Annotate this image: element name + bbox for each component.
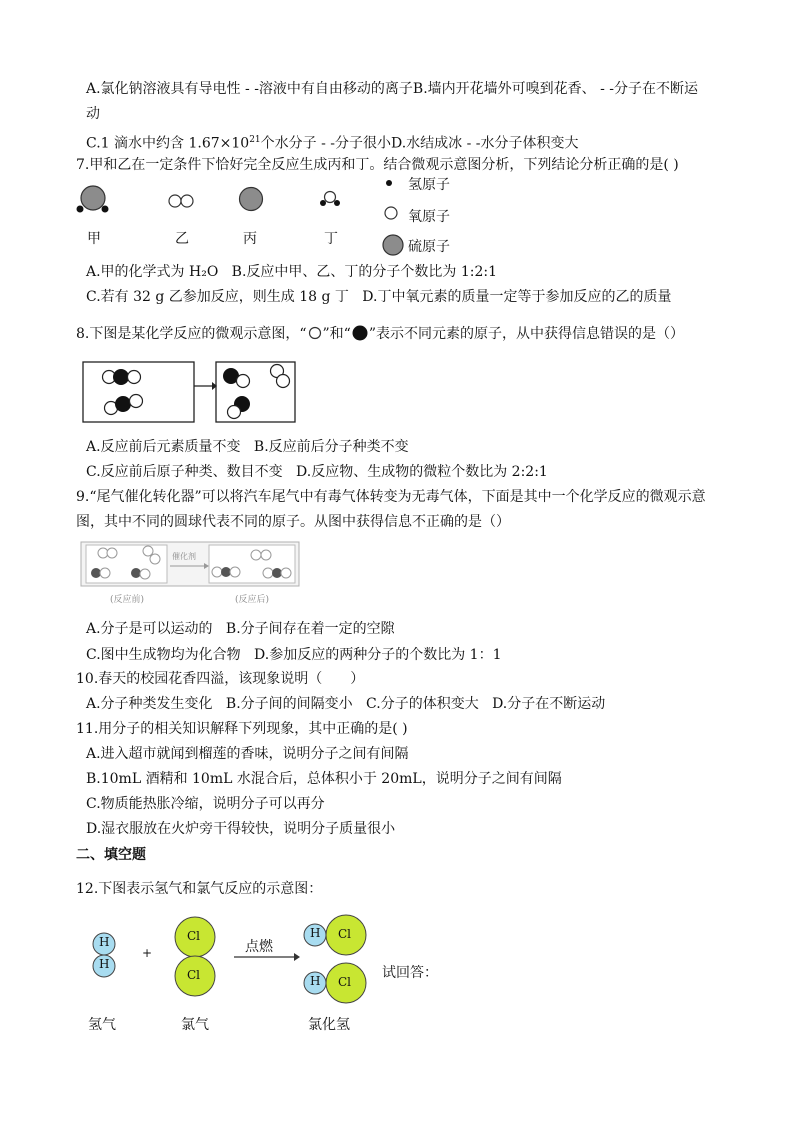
q11-stem: 11.用分子的相关知识解释下列现象，其中正确的是( ): [76, 721, 408, 737]
q9-option-a: A.分子是可以运动的: [86, 621, 213, 637]
q10-stem: 10.春天的校园花香四溢，该现象说明（ ）: [76, 671, 365, 687]
q6-line-3-a: C.1 滴水中约含 1.67×10: [86, 135, 250, 152]
label-chlorine-gas: 氯气: [181, 1017, 209, 1033]
q10-option-a: A.分子种类发生变化: [86, 696, 213, 712]
legend-sulfur-label: 硫原子: [408, 239, 450, 255]
h-label: H: [99, 957, 110, 971]
cl-label: Cl: [338, 927, 352, 941]
q12-stem: 12.下图表示氢气和氯气反应的示意图：: [76, 881, 323, 897]
q7-option-c: C.若有 32 g 乙参加反应，则生成 18 g 丁: [86, 289, 349, 305]
cl-label: Cl: [187, 929, 201, 943]
q11-option-a: A.进入超市就闻到榴莲的香味，说明分子之间有间隔: [86, 746, 409, 762]
q9-option-d: D.参加反应的两种分子的个数比为 1：1: [254, 647, 502, 663]
label-ding: 丁: [324, 231, 338, 247]
section-heading-fill-in: 二、填空题: [76, 847, 146, 863]
q9-before-label: (反应前): [110, 595, 145, 605]
q6-line-3-b: 个水分子 - -分子很小D.水结成冰 - -水分子体积变大: [260, 135, 579, 152]
cl-label: Cl: [187, 968, 201, 982]
cl-label: Cl: [338, 975, 352, 989]
q9-stem-2: 图，其中不同的圆球代表不同的原子。从图中获得信息不正确的是（）: [76, 514, 510, 530]
q7-option-b: B.反应中甲、乙、丁的分子个数比为 1:2:1: [231, 264, 498, 280]
h-label: H: [310, 926, 321, 940]
q9-option-c: C.图中生成物均为化合物: [86, 647, 241, 663]
h-label: H: [99, 935, 110, 949]
legend-hydrogen-label: 氢原子: [408, 177, 450, 193]
q8-stem-c: ”表示不同元素的原子，从中获得信息错误的是（）: [368, 326, 684, 342]
q6-line-1: A.氯化钠溶液具有导电性 - -溶液中有自由移动的离子B.墙内开花墙外可嗅到花香、 - -分子在不断运: [86, 81, 699, 97]
q6-line-2: 动: [86, 106, 100, 122]
label-yi: 乙: [175, 231, 189, 247]
q8-option-c: C.反应前后原子种类、数目不变: [86, 464, 283, 480]
reaction-condition: 点燃: [245, 939, 273, 955]
q8-option-a: A.反应前后元素质量不变: [86, 439, 241, 455]
q7-option-d: D.丁中氧元素的质量一定等于参加反应的乙的质量: [362, 289, 672, 305]
q10-option-d: D.分子在不断运动: [492, 696, 606, 712]
plus-sign: +: [142, 946, 153, 960]
q9-after-label: (反应后): [235, 595, 270, 605]
q7-option-a: A.甲的化学式为 H₂O: [86, 264, 219, 280]
q6-line-3-sup: 21: [249, 135, 261, 145]
label-hydrogen-gas: 氢气: [88, 1017, 116, 1033]
q9-stem-1: 9.“尾气催化转化器”可以将汽车尾气中有毒气体转变为无毒气体，下面是其中一个化学反应的微观示意: [76, 489, 706, 505]
q11-option-d: D.湿衣服放在火炉旁干得较快，说明分子质量很小: [86, 821, 396, 837]
q8-stem-a: 8.下图是某化学反应的微观示意图，“: [76, 326, 307, 342]
q12-prompt: 试回答：: [382, 965, 438, 981]
label-hydrogen-chloride: 氯化氢: [308, 1017, 350, 1033]
q11-option-c: C.物质能热胀冷缩，说明分子可以再分: [86, 796, 325, 812]
q8-option-d: D.反应物、生成物的微粒个数比为 2:2:1: [296, 464, 548, 480]
q12-arrow-head: [294, 953, 300, 961]
q8-stem-b: ”和“: [322, 326, 351, 342]
label-jia: 甲: [87, 231, 101, 247]
q8-option-b: B.反应前后分子种类不变: [253, 439, 409, 455]
q10-option-b: B.分子间的间隔变小: [225, 696, 353, 712]
label-bing: 丙: [243, 231, 257, 247]
legend-oxygen-label: 氧原子: [408, 209, 450, 225]
q11-option-b: B.10mL 酒精和 10mL 水混合后，总体积小于 20mL，说明分子之间有间隔: [86, 771, 562, 787]
q9-option-b: B.分子间存在着一定的空隙: [225, 621, 395, 637]
q9-catalyst-label: 催化剂: [172, 552, 196, 561]
q7-stem: 7.甲和乙在一定条件下恰好完全反应生成丙和丁。结合微观示意图分析，下列结论分析正确的是( ): [76, 157, 679, 173]
q10-option-c: C.分子的体积变大: [366, 696, 479, 712]
h-label: H: [310, 974, 321, 988]
